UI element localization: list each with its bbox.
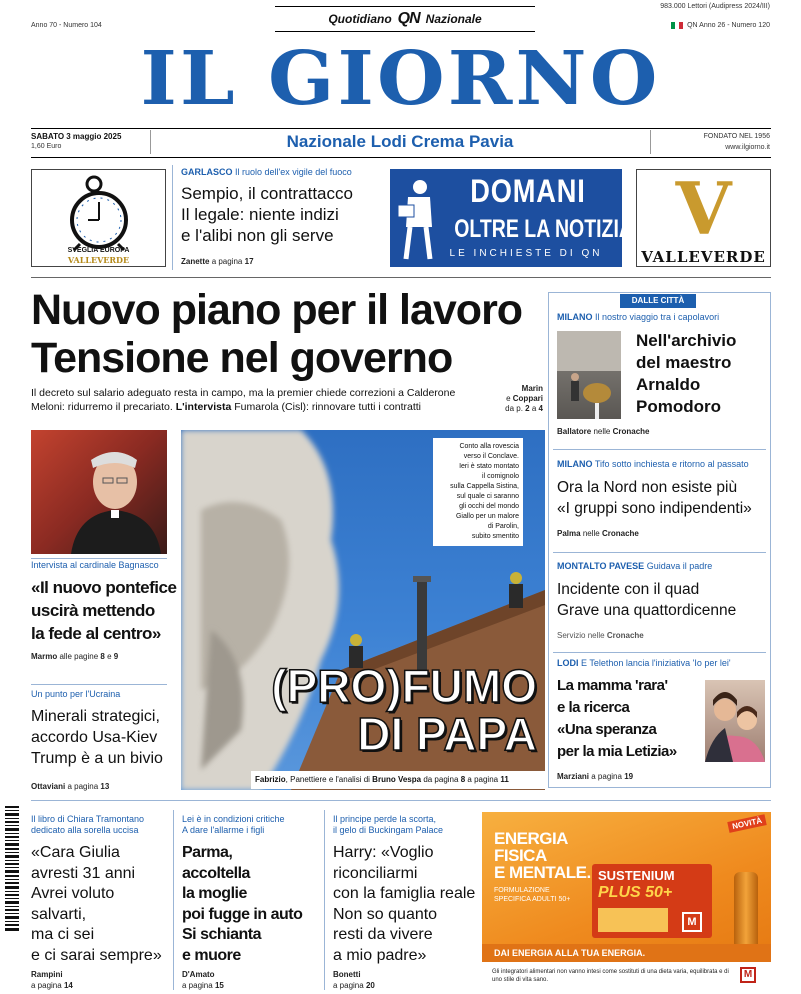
byline-author: Rampini: [31, 970, 63, 979]
bagnasco-title-line: «Il nuovo pontefice: [31, 578, 177, 597]
ad-novita-badge: NOVITÀ: [727, 814, 767, 833]
parma-kicker: [182, 814, 285, 836]
kicker-place: MILANO: [557, 312, 593, 322]
byline-section: Cronache: [606, 631, 644, 640]
pomodoro-photo[interactable]: [557, 331, 621, 419]
harry-title-line: riconciliarmi: [333, 864, 418, 882]
ucraina-title-line: accordo Usa-Kiev: [31, 729, 158, 746]
pomodoro-kicker: [557, 312, 719, 323]
byline-page: 14: [63, 981, 73, 990]
lodi-headline[interactable]: [557, 675, 677, 763]
ucraina-title-line: Trump è a un bivio: [31, 750, 163, 767]
quad-byline: [557, 631, 644, 640]
byline-text: nelle: [582, 529, 600, 538]
harry-headline[interactable]: [333, 843, 475, 966]
byline-text: da p.: [505, 404, 523, 413]
byline-author: Coppari: [512, 394, 543, 403]
photo-caption-line: verso il Conclave.: [463, 453, 519, 460]
kicker-text: Il nostro viaggio tra i capolavori: [595, 312, 720, 322]
kicker-place: MONTALTO PAVESE: [557, 561, 645, 571]
byline-text: a pagina: [211, 257, 243, 266]
giulia-title-line: Avrei voluto: [31, 885, 115, 902]
bagnasco-photo[interactable]: [31, 430, 167, 554]
byline-text: nelle: [587, 631, 605, 640]
domani-line1: DOMANI: [470, 173, 586, 209]
garlasco-kicker: [181, 167, 352, 178]
ad-maker-logo: M: [682, 912, 702, 932]
byline-author: Marin: [521, 384, 543, 393]
quad-title-line: Grave una quattordicenne: [557, 602, 737, 619]
byline-page: 9: [113, 652, 119, 661]
nord-byline: [557, 529, 639, 538]
giulia-headline[interactable]: [31, 843, 162, 966]
founded: FONDATO NEL 1956: [703, 133, 770, 140]
nord-headline[interactable]: [557, 477, 752, 519]
photo-caption-line: gli occhi del mondo: [459, 503, 519, 510]
photo-caption-line: Ieri è stato montato: [459, 463, 519, 470]
giulia-title-line: e ci sarai sempre»: [31, 946, 162, 964]
byline-page: 2: [525, 404, 530, 413]
harry-title-line: a mio padre»: [333, 946, 427, 964]
lodi-title-line: «Una speranza: [557, 721, 657, 738]
garlasco-title-line: e l'alibi non gli serve: [181, 226, 334, 245]
pomodoro-title-line: Pomodoro: [636, 397, 721, 416]
parma-headline[interactable]: [182, 843, 302, 966]
photo-caption-line: Giallo per un malore: [455, 513, 519, 520]
ad-vial: [734, 872, 758, 952]
kicker-text: E Telethon lancia l'iniziativa 'Io per lei': [581, 658, 731, 668]
dalle-citta-label: DALLE CITTÀ: [620, 294, 696, 308]
qn-logo: QN: [397, 10, 420, 27]
parma-title-line: poi fugge in auto: [182, 905, 303, 923]
valleverde-text: VALLEVERDE: [641, 248, 766, 266]
main-headline[interactable]: [31, 286, 522, 382]
main-title-line: Tensione nel governo: [31, 334, 453, 382]
cardinal-portrait: [31, 430, 167, 554]
ad-headline: [494, 830, 591, 881]
photo-headline-line: DI PAPA: [357, 708, 537, 760]
ad-valleverde[interactable]: [636, 166, 771, 267]
parma-byline: [182, 969, 224, 991]
mother-daughter-portrait: [705, 680, 765, 762]
photo-caption-line: il comignolo: [482, 473, 519, 480]
masthead-title[interactable]: IL GIORNO: [140, 36, 661, 122]
bagnasco-title-line: la fede al centro»: [31, 624, 161, 643]
ad-formula-line: SPECIFICA ADULTI 50+: [494, 896, 571, 903]
qn-label-left: Quotidiano: [328, 12, 392, 26]
byline-author: D'Amato: [182, 970, 215, 979]
qn-band: [275, 6, 535, 32]
pomodoro-byline: [557, 427, 650, 436]
byline-page: 17: [244, 257, 254, 266]
byline-author: Marziani: [557, 772, 590, 781]
kicker-line: il gelo di Buckingam Palace: [333, 825, 444, 835]
date: SABATO 3 maggio 2025: [31, 132, 122, 141]
byline-author: Ottaviani: [31, 782, 66, 791]
garlasco-kicker-place: GARLASCO: [181, 167, 233, 177]
sculpture-archive: [557, 331, 621, 419]
byline-text: a pagina: [333, 981, 364, 990]
giulia-kicker: [31, 814, 144, 836]
quad-title-line: Incidente con il quad: [557, 581, 700, 598]
kicker-text: Tifo sotto inchiesta e ritorno al passato: [594, 459, 749, 469]
website-link[interactable]: www.ilgiorno.it: [725, 144, 770, 151]
byline-author: Servizio: [557, 631, 586, 640]
main-subtitle-label: L'intervista: [175, 401, 232, 413]
byline-author: Ballatore: [557, 427, 592, 436]
photo-credit-part: e l'analisi di: [328, 775, 370, 784]
ad-headline-line: FISICA: [494, 846, 547, 865]
main-subtitle-line: [31, 400, 491, 414]
parma-title-line: la moglie: [182, 885, 247, 902]
pomodoro-title-line: del maestro: [636, 353, 732, 372]
byline-author: Marmo: [31, 652, 58, 661]
kicker-place: LODI: [557, 658, 579, 668]
harry-title-line: con la famiglia reale: [333, 885, 476, 902]
photo-caption-line: subito smentito: [471, 533, 519, 540]
byline-text: a pagina: [31, 981, 62, 990]
bagnasco-kicker: Intervista al cardinale Bagnasco: [31, 560, 159, 570]
lodi-title-line: La mamma 'rara': [557, 677, 668, 694]
issue-number-right-text: QN Anno 26 - Numero 120: [687, 22, 770, 29]
ad-headline-line: E MENTALE.: [494, 863, 591, 882]
ad-slogan: DAI ENERGIA ALLA TUA ENERGIA.: [482, 944, 771, 962]
garlasco-byline: [181, 257, 254, 266]
main-photo[interactable]: [181, 430, 545, 790]
photo-credit-part: , Panettiere: [285, 775, 327, 784]
domani-line2: OLTRE LA NOTIZIA: [454, 215, 633, 243]
photo-credit: [251, 771, 545, 789]
edition-name[interactable]: Nazionale Lodi Crema Pavia: [286, 132, 514, 151]
photo-caption-line: sulla Cappella Sistina,: [450, 483, 519, 490]
barcode-icon: [3, 806, 27, 936]
ad-disclaimer: Gli integratori alimentari non vanno intesi come sostituti di una dieta varia, equilibrata e di uno stile di vita sano.: [482, 962, 771, 990]
ad-plus: PLUS 50+: [598, 884, 673, 901]
kicker-line: A dare l'allarme i figli: [182, 825, 265, 835]
ucraina-byline: [31, 782, 109, 791]
main-subtitle-part: Fumarola (Cisl): rinnovare tutti i contratti: [234, 401, 421, 413]
harry-kicker: [333, 814, 443, 836]
photo-credit-page: 8: [460, 775, 466, 784]
ad-sveglia-line1: SVEGLIA EUROPA: [67, 247, 130, 254]
photo-headline-line: (PRO)FUMO: [271, 660, 537, 712]
byline-author: Palma: [557, 529, 581, 538]
byline-text: a pagina: [67, 782, 99, 791]
valleverde-logo: V: [675, 166, 732, 251]
ad-sveglia-line2: VALLEVERDE: [67, 255, 130, 265]
byline-section: Cronache: [612, 427, 650, 436]
ucraina-kicker: Un punto per l'Ucraina: [31, 689, 121, 699]
giulia-title-line: avresti 31 anni: [31, 864, 136, 882]
byline-page: 13: [100, 782, 110, 791]
main-title-line: Nuovo piano per il lavoro: [31, 286, 523, 334]
pomodoro-title-line: Arnaldo: [636, 375, 701, 394]
photo-credit-author: Fabrizio: [255, 775, 286, 784]
lodi-title-line: per la mia Letizia»: [557, 743, 677, 760]
giulia-byline: [31, 969, 73, 991]
ad-sustenium[interactable]: [482, 812, 771, 990]
issue-number-right: [671, 22, 770, 29]
ad-formula-line: FORMULAZIONE: [494, 887, 550, 894]
main-subtitle-part: Meloni: ridurremo il precariato.: [31, 401, 173, 413]
photo-caption-line: Conto alla rovescia: [459, 443, 519, 450]
harry-byline: [333, 969, 375, 991]
lodi-kicker: [557, 658, 731, 669]
lodi-byline: [557, 772, 633, 781]
parma-title-line: e muore: [182, 946, 241, 964]
photo-credit-page: 11: [500, 775, 509, 784]
byline-page: 20: [365, 981, 375, 990]
photo-credit-part: da pagina: [423, 775, 459, 784]
readership: 983.000 Lettori (Audipress 2024/III): [660, 3, 770, 10]
kicker-text: Guidava il padre: [646, 561, 713, 571]
bagnasco-title-line: uscirà mettendo: [31, 601, 155, 620]
main-subtitle-line: Il decreto sul salario adeguato resta in campo, ma la premier chiede correzioni a Calderone: [31, 387, 456, 399]
ad-headline-line: ENERGIA: [494, 829, 568, 848]
giulia-title-line: salvarti,: [31, 905, 87, 923]
byline-text: a pagina: [591, 772, 622, 781]
byline-text: a pagina: [182, 981, 213, 990]
giulia-title-line: «Cara Giulia: [31, 844, 120, 861]
domani-line3: LE INCHIESTE DI QN: [449, 248, 603, 259]
photo-caption-line: sul quale ci saranno: [456, 493, 519, 500]
photo-credit-part: a pagina: [467, 775, 499, 784]
qn-label-right: Nazionale: [425, 12, 482, 26]
garlasco-headline[interactable]: [181, 183, 353, 246]
ucraina-headline[interactable]: [31, 706, 163, 769]
ad-formula: [494, 886, 570, 904]
quad-headline[interactable]: [557, 579, 736, 621]
harry-title-line: resti da vivere: [333, 926, 433, 943]
ad-product-box: [592, 864, 712, 938]
pomodoro-headline[interactable]: [636, 330, 736, 418]
byline-text: nelle: [593, 427, 611, 436]
harry-title-line: Harry: «Voglio: [333, 844, 434, 861]
byline-text: e: [107, 652, 112, 661]
parma-title-line: accoltella: [182, 864, 250, 882]
harry-title-line: Non so quanto: [333, 905, 438, 923]
ad-product-stripe: [598, 908, 668, 932]
lodi-photo[interactable]: [705, 680, 765, 762]
nord-title-line: Ora la Nord non esiste più: [557, 479, 738, 496]
bagnasco-byline: [31, 652, 118, 661]
price: 1,60 Euro: [31, 143, 62, 150]
ad-sveglia-europa[interactable]: [31, 169, 166, 267]
byline-page: 8: [100, 652, 105, 661]
issue-number-left: Anno 70 - Numero 104: [31, 22, 102, 29]
ad-brand: SUSTENIUM: [598, 868, 675, 883]
reader-figure-icon: [394, 175, 438, 261]
photo-caption-line: di Parolin,: [487, 523, 519, 530]
giulia-title-line: ma ci sei: [31, 926, 95, 943]
photo-headline: [271, 662, 537, 758]
bagnasco-headline[interactable]: [31, 576, 176, 645]
kicker-line: Il libro di Chiara Tramontano: [31, 814, 145, 824]
pomodoro-title-line: Nell'archivio: [636, 331, 737, 350]
parma-title-line: Parma,: [182, 844, 233, 861]
byline-author: Bonetti: [333, 970, 361, 979]
kicker-line: dedicato alla sorella uccisa: [31, 825, 139, 835]
kicker-line: Lei è in condizioni critiche: [182, 814, 285, 824]
kicker-line: Il principe perde la scorta,: [333, 814, 437, 824]
garlasco-title-line: Il legale: niente indizi: [181, 205, 339, 224]
byline-author: Zanette: [181, 257, 210, 266]
ucraina-title-line: Minerali strategici,: [31, 708, 160, 725]
lodi-title-line: e la ricerca: [557, 699, 630, 716]
quad-kicker: [557, 561, 712, 572]
kicker-place: MILANO: [557, 459, 593, 469]
parma-title-line: Si schianta: [182, 926, 261, 943]
photo-credit-author: Bruno Vespa: [372, 775, 422, 784]
byline-text: a: [531, 404, 537, 413]
garlasco-kicker-text: Il ruolo dell'ex vigile del fuoco: [235, 167, 352, 177]
garlasco-title-line: Sempio, il contrattacco: [181, 184, 353, 203]
main-byline: [495, 384, 543, 414]
byline-page: 19: [624, 772, 634, 781]
byline-text: alle pagine: [59, 652, 99, 661]
nord-kicker: [557, 459, 749, 470]
italy-flag-icon: [671, 22, 683, 29]
ad-maker-corner-logo: M: [740, 967, 756, 983]
nord-title-line: «I gruppi sono indipendenti»: [557, 500, 752, 517]
byline-page: 15: [214, 981, 224, 990]
photo-caption-box: [433, 438, 523, 546]
byline-section: Cronache: [601, 529, 639, 538]
main-subtitle: [31, 386, 491, 414]
byline-page: 4: [538, 404, 543, 413]
domani-banner[interactable]: [390, 169, 633, 267]
byline-text: e: [506, 394, 511, 403]
